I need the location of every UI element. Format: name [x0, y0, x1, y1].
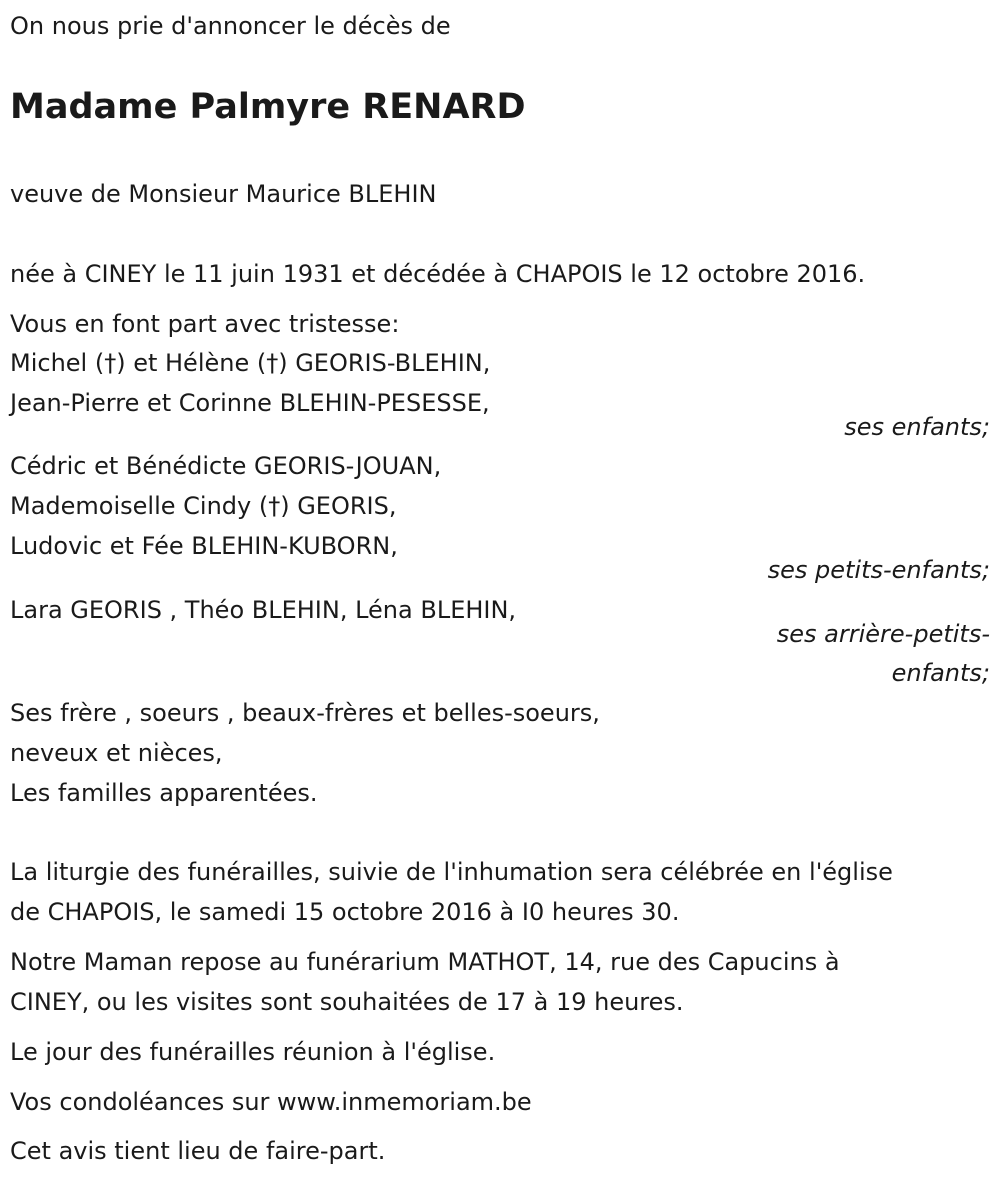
child-line: Michel (†) et Hélène (†) GEORIS-BLEHIN,	[10, 349, 491, 377]
family-line: Ses frère , soeurs , beaux-frères et belles-soeurs,	[10, 699, 600, 727]
children-relation-label: ses enfants;	[844, 413, 990, 441]
grandchild-line: Ludovic et Fée BLEHIN-KUBORN,	[10, 532, 398, 560]
family-line: neveux et nièces,	[10, 739, 223, 767]
death-notice	[10, 0, 990, 1185]
grandchildren-relation-label: ses petits-enfants;	[767, 556, 990, 584]
liturgy-line: de CHAPOIS, le samedi 15 octobre 2016 à I0 heures 30.	[10, 898, 680, 926]
great-grandchildren-line: Lara GEORIS , Théo BLEHIN, Léna BLEHIN,	[10, 596, 517, 624]
great-grandchildren-relation-label-2: enfants;	[891, 659, 990, 687]
share-text: Vous en font part avec tristesse:	[10, 310, 400, 338]
family-line: Les familles apparentées.	[10, 779, 318, 807]
birth-death-text: née à CINEY le 11 juin 1931 et décédée à CHAPOIS le 12 octobre 2016.	[10, 260, 866, 288]
notice-text: Cet avis tient lieu de faire-part.	[10, 1137, 386, 1165]
liturgy-line: La liturgie des funérailles, suivie de l'inhumation sera célébrée en l'église	[10, 858, 893, 886]
child-line: Jean-Pierre et Corinne BLEHIN-PESESSE,	[10, 389, 490, 417]
intro-text: On nous prie d'annoncer le décès de	[10, 12, 451, 40]
grandchild-line: Cédric et Bénédicte GEORIS-JOUAN,	[10, 452, 442, 480]
condolences-text: Vos condoléances sur www.inmemoriam.be	[10, 1088, 532, 1116]
rest-line: Notre Maman repose au funérarium MATHOT, 14, rue des Capucins à	[10, 948, 840, 976]
grandchild-line: Mademoiselle Cindy (†) GEORIS,	[10, 492, 397, 520]
rest-line: CINEY, ou les visites sont souhaitées de 17 à 19 heures.	[10, 988, 684, 1016]
deceased-name: Madame Palmyre RENARD	[10, 87, 526, 127]
widow-text: veuve de Monsieur Maurice BLEHIN	[10, 180, 437, 208]
meeting-text: Le jour des funérailles réunion à l'église.	[10, 1038, 496, 1066]
great-grandchildren-relation-label-1: ses arrière-petits-	[776, 620, 990, 648]
